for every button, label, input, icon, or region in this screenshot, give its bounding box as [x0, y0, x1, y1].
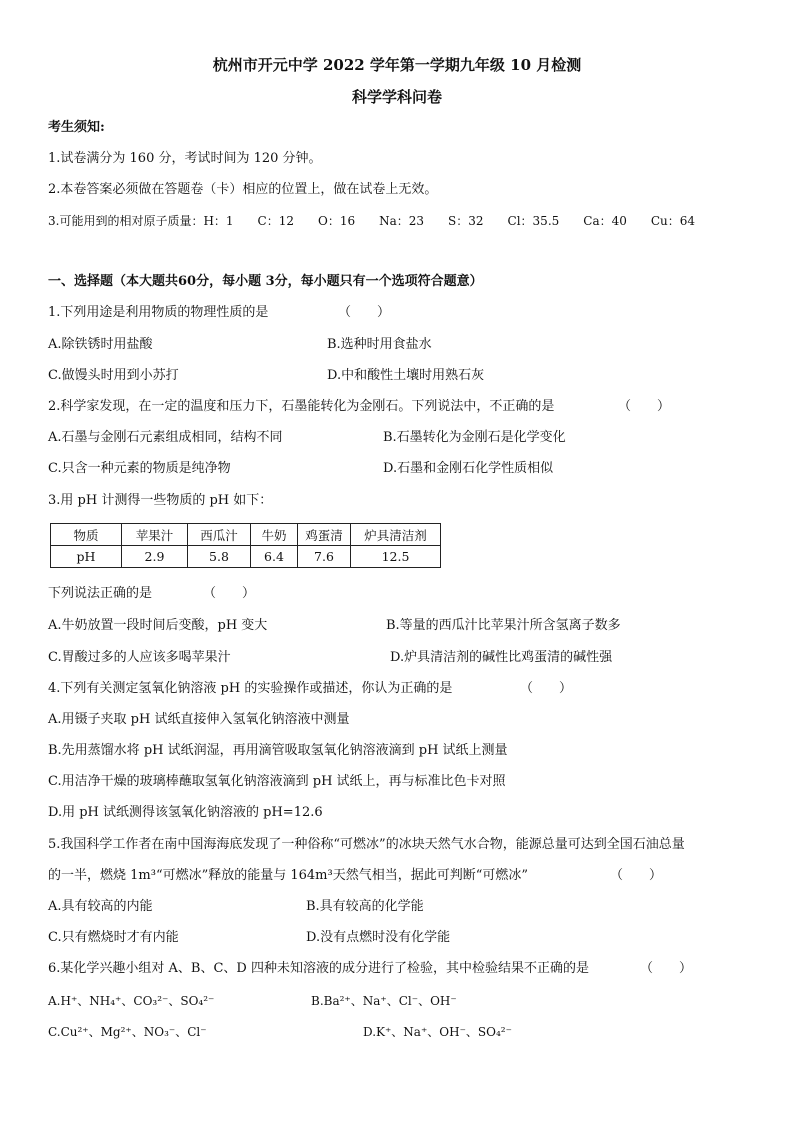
ph-table — [50, 523, 441, 568]
ph-table-header-cell: 物质 — [51, 524, 122, 546]
q5-option-b: B.具有较高的化学能 — [306, 899, 424, 914]
q6-option-c: C.Cu²⁺、Mg²⁺、NO₃⁻、Cl⁻ — [48, 1025, 207, 1039]
q1-option-a: A.除铁锈时用盐酸 — [48, 337, 153, 352]
section-heading: 一、选择题（本大题共60分，每小题 3分，每小题只有一个选项符合题意） — [48, 274, 483, 289]
notice-item-1: 1.试卷满分为 160 分，考试时间为 120 分钟。 — [48, 151, 322, 166]
q5-stem-line1: 5.我国科学工作者在南中国海海底发现了一种俗称“可燃冰”的冰块天然气水合物，能源总量可达到全国石油总量 — [48, 837, 685, 852]
ph-table-header-cell: 鸡蛋清 — [298, 524, 351, 546]
ph-table-header-cell: 牛奶 — [251, 524, 298, 546]
q2-stem: 2.科学家发现，在一定的温度和压力下，石墨能转化为金刚石。下列说法中，不正确的是 — [48, 399, 555, 414]
q3-option-a: A.牛奶放置一段时间后变酸，pH 变大 — [48, 618, 268, 633]
notice-heading: 考生须知: — [48, 120, 105, 135]
ph-table-cell: 5.8 — [188, 546, 251, 568]
q3-option-d: D.炉具清洁剂的碱性比鸡蛋清的碱性强 — [390, 650, 613, 665]
q2-option-a: A.石墨与金刚石元素组成相同，结构不同 — [48, 430, 283, 445]
q6-answer-paren: （ ） — [640, 961, 693, 976]
q2-option-b: B.石墨转化为金刚石是化学变化 — [383, 430, 566, 445]
q2-answer-paren: （ ） — [618, 399, 671, 414]
notice-item-3: 3.可能用到的相对原子质量：H：1 C：12 O：16 Na：23 S：32 Cl：35.5 Ca：40 Cu：64 — [48, 214, 696, 228]
q4-option-c: C.用洁净干燥的玻璃棒蘸取氢氧化钠溶液滴到 pH 试纸上，再与标准比色卡对照 — [48, 774, 506, 789]
notice-item-2: 2.本卷答案必须做在答题卷（卡）相应的位置上，做在试卷上无效。 — [48, 182, 438, 197]
ph-table-cell: 6.4 — [251, 546, 298, 568]
q6-option-b: B.Ba²⁺、Na⁺、Cl⁻、OH⁻ — [311, 994, 457, 1008]
q4-option-d: D.用 pH 试纸测得该氢氧化钠溶液的 pH=12.6 — [48, 805, 323, 820]
ph-table-header-cell: 炉具清洁剂 — [351, 524, 441, 546]
exam-title: 杭州市开元中学 2022 学年第一学期九年级 10 月检测 — [212, 56, 582, 74]
q4-answer-paren: （ ） — [520, 681, 573, 696]
q2-option-c: C.只含一种元素的物质是纯净物 — [48, 461, 231, 476]
ph-table-cell: pH — [51, 546, 122, 568]
ph-table-header-row — [51, 524, 441, 546]
q1-option-c: C.做馒头时用到小苏打 — [48, 368, 179, 383]
q1-answer-paren: （ ） — [338, 305, 391, 320]
ph-table-cell: 12.5 — [351, 546, 441, 568]
q5-option-d: D.没有点燃时没有化学能 — [306, 930, 451, 945]
q4-option-a: A.用镊子夹取 pH 试纸直接伸入氢氧化钠溶液中测量 — [48, 712, 350, 727]
q5-option-c: C.只有燃烧时才有内能 — [48, 930, 179, 945]
q6-option-d: D.K⁺、Na⁺、OH⁻、SO₄²⁻ — [363, 1025, 512, 1039]
q6-stem: 6.某化学兴趣小组对 A、B、C、D 四种未知溶液的成分进行了检验，其中检验结果不正确的是 — [48, 961, 589, 976]
q4-stem: 4.下列有关测定氢氧化钠溶液 pH 的实验操作或描述，你认为正确的是 — [48, 681, 453, 696]
q3-answer-paren: （ ） — [203, 586, 256, 601]
ph-table-header-cell: 西瓜汁 — [188, 524, 251, 546]
q5-option-a: A.具有较高的内能 — [48, 899, 153, 914]
ph-table-value-row — [51, 546, 441, 568]
q3-option-c: C.胃酸过多的人应该多喝苹果汁 — [48, 650, 231, 665]
q6-option-a: A.H⁺、NH₄⁺、CO₃²⁻、SO₄²⁻ — [48, 994, 215, 1008]
q5-stem-line2: 的一半，燃烧 1m³“可燃冰”释放的能量与 164m³天然气相当，据此可判断“可燃冰” — [48, 868, 529, 883]
q1-option-b: B.选种时用食盐水 — [327, 337, 432, 352]
exam-subtitle: 科学学科问卷 — [351, 88, 442, 106]
q3-question: 下列说法正确的是 — [48, 586, 153, 601]
ph-table-header-cell: 苹果汁 — [122, 524, 188, 546]
q3-option-b: B.等量的西瓜汁比苹果汁所含氢离子数多 — [386, 618, 621, 633]
ph-table-cell: 2.9 — [122, 546, 188, 568]
q1-option-d: D.中和酸性土壤时用熟石灰 — [327, 368, 485, 383]
ph-table-cell: 7.6 — [298, 546, 351, 568]
q3-stem: 3.用 pH 计测得一些物质的 pH 如下： — [48, 493, 273, 508]
q2-option-d: D.石墨和金刚石化学性质相似 — [383, 461, 554, 476]
q1-stem: 1.下列用途是利用物质的物理性质的是 — [48, 305, 269, 320]
q5-answer-paren: （ ） — [610, 868, 663, 883]
q4-option-b: B.先用蒸馏水将 pH 试纸润湿，再用滴管吸取氢氧化钠溶液滴到 pH 试纸上测量 — [48, 743, 508, 758]
